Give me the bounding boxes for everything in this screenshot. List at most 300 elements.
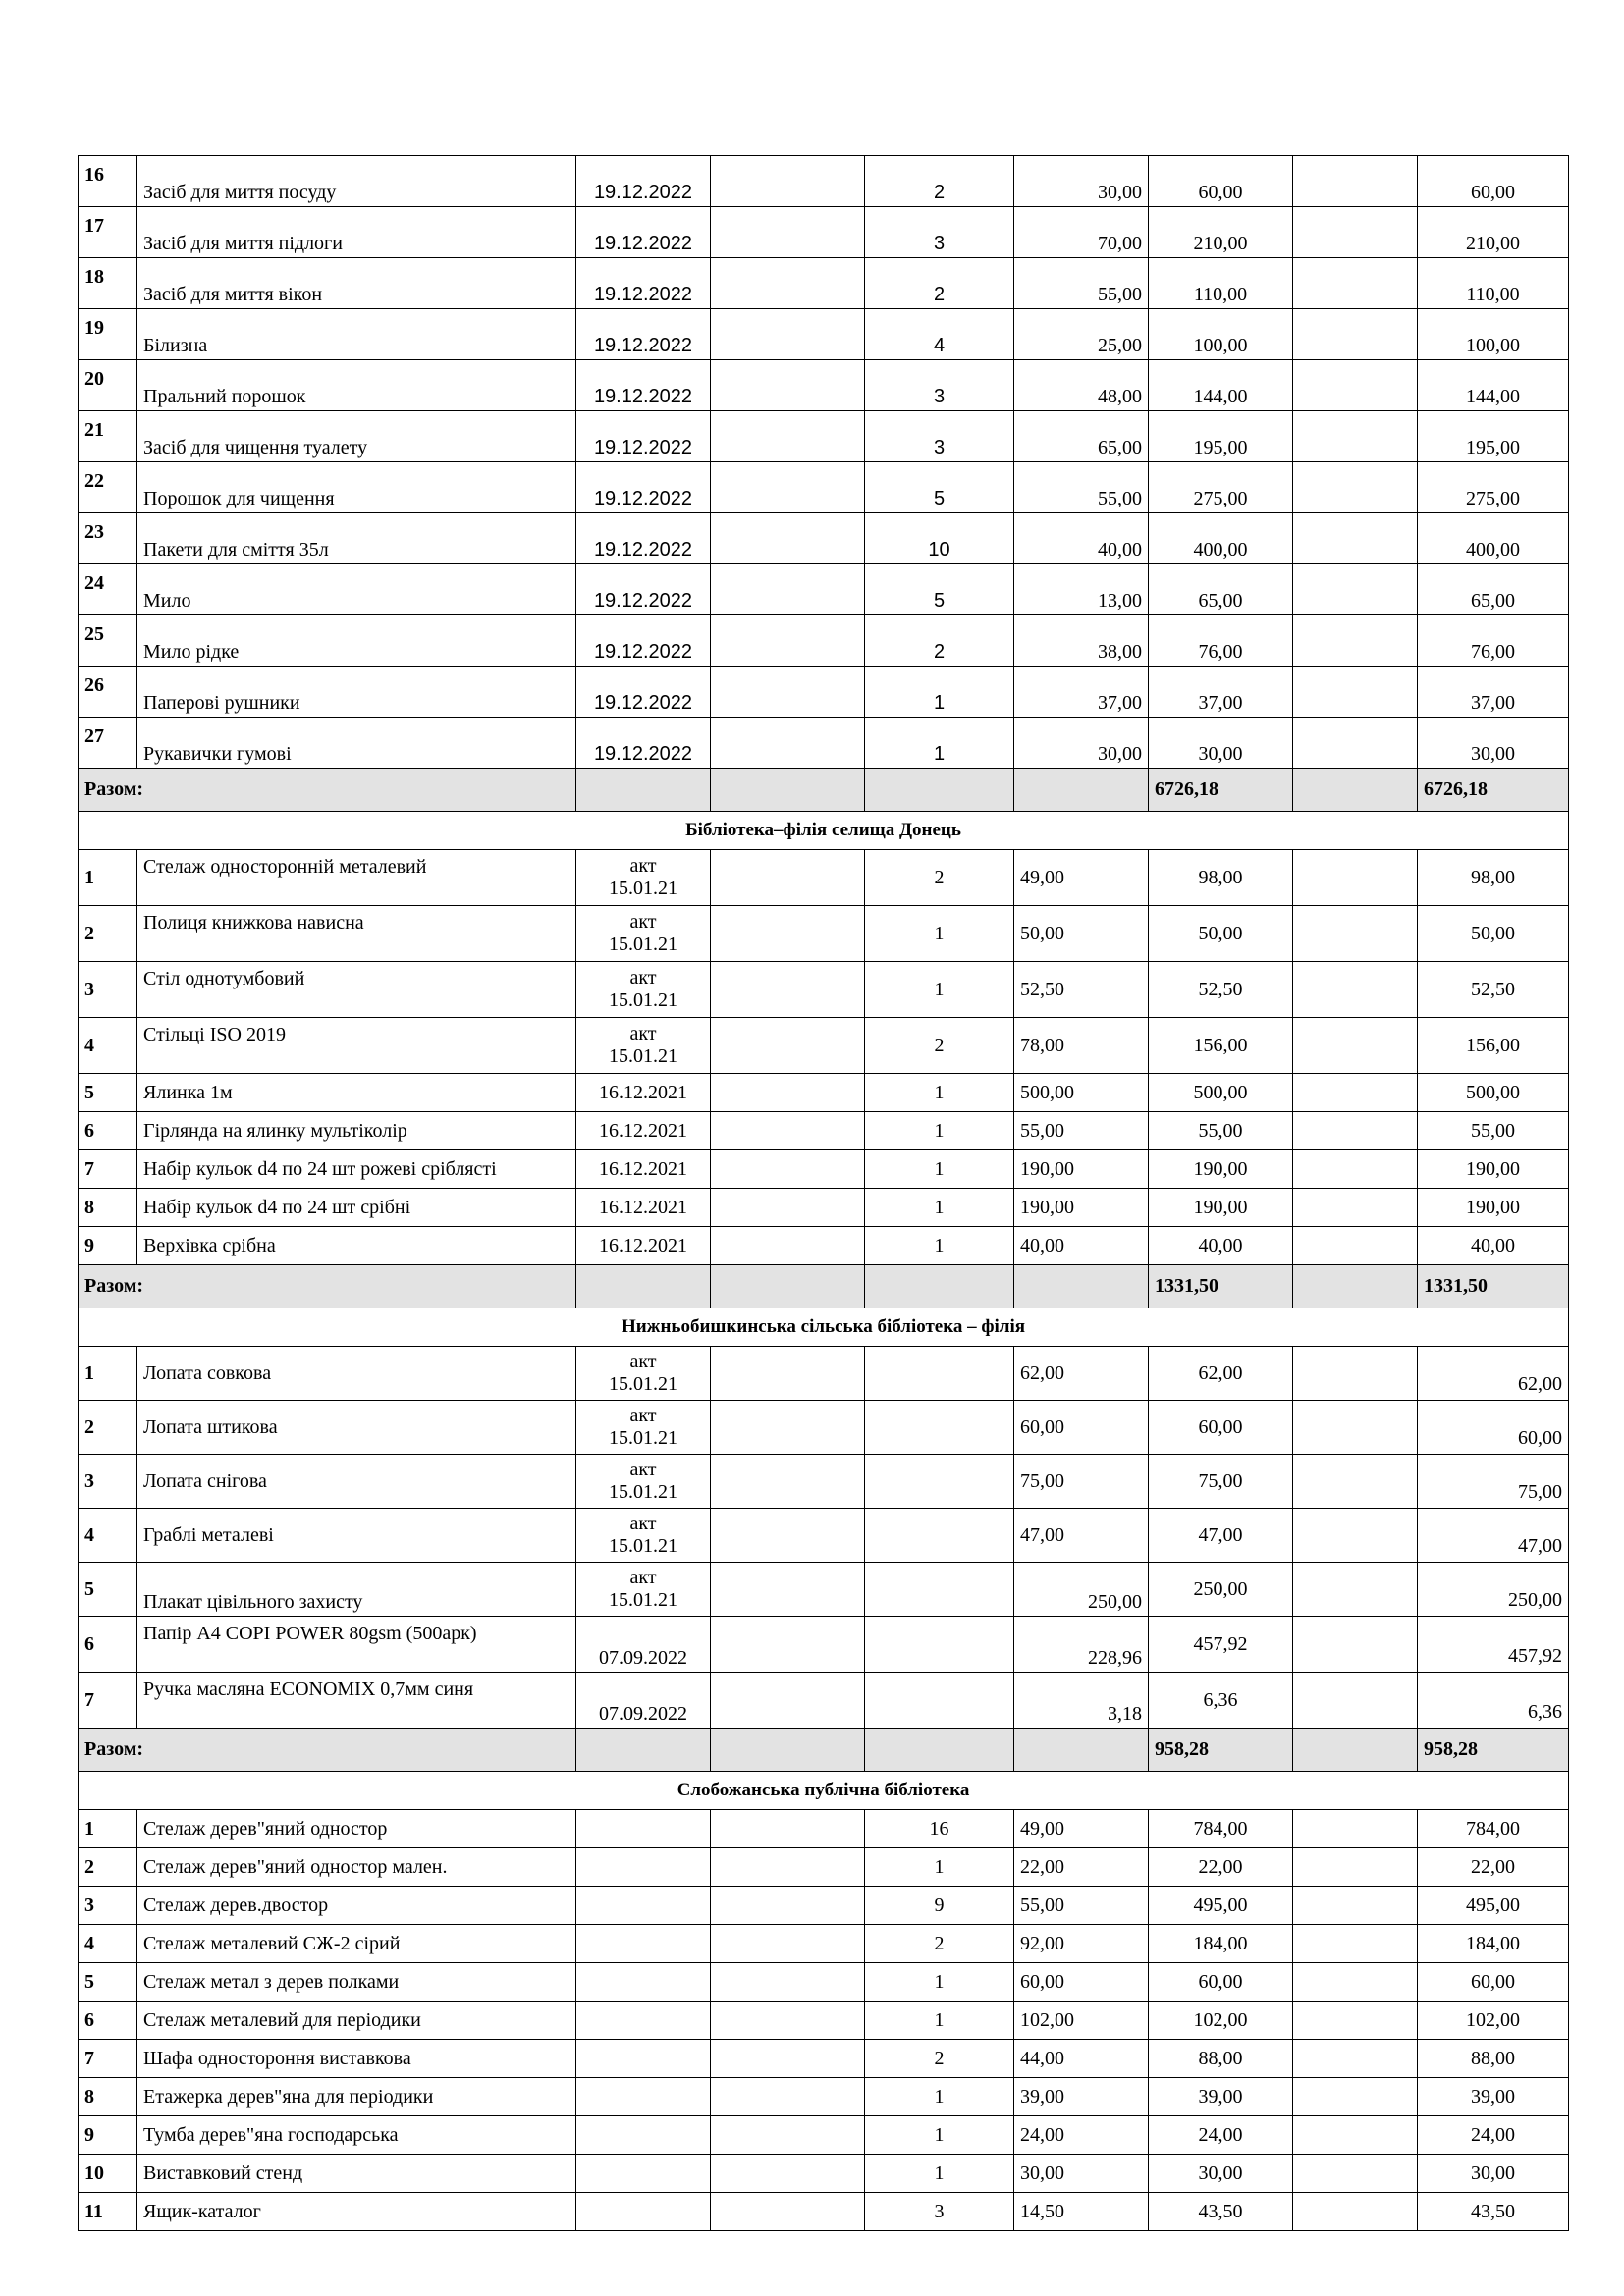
row-number: 24 xyxy=(79,564,137,615)
empty-cell xyxy=(1293,309,1418,360)
item-name: Ручка масляна ECONOMIX 0,7мм синя xyxy=(137,1673,576,1729)
row-number: 9 xyxy=(79,2116,137,2155)
empty-cell xyxy=(1293,411,1418,462)
item-name: Порошок для чищення xyxy=(137,462,576,513)
empty-cell xyxy=(711,2002,865,2040)
empty-cell xyxy=(865,1401,1014,1455)
empty-cell xyxy=(711,564,865,615)
item-qty: 5 xyxy=(865,462,1014,513)
inventory-document xyxy=(78,155,1568,2231)
empty-cell xyxy=(711,1074,865,1112)
item-name: Мило xyxy=(137,564,576,615)
empty-cell xyxy=(711,2116,865,2155)
item-price: 40,00 xyxy=(1014,1227,1149,1265)
empty-cell xyxy=(576,1887,711,1925)
empty-cell xyxy=(1293,258,1418,309)
item-qty: 4 xyxy=(865,309,1014,360)
item-sum: 190,00 xyxy=(1149,1189,1293,1227)
item-total: 76,00 xyxy=(1418,615,1569,667)
item-name: Лопата снігова xyxy=(137,1455,576,1509)
empty-cell xyxy=(576,1265,711,1308)
item-total: 60,00 xyxy=(1418,156,1569,207)
empty-cell xyxy=(1293,1810,1418,1848)
empty-cell xyxy=(865,1509,1014,1563)
item-price: 65,00 xyxy=(1014,411,1149,462)
item-name: Білизна xyxy=(137,309,576,360)
empty-cell xyxy=(865,1265,1014,1308)
empty-cell xyxy=(1293,1617,1418,1673)
total-sum: 1331,50 xyxy=(1149,1265,1293,1308)
item-total: 495,00 xyxy=(1418,1887,1569,1925)
row-number: 17 xyxy=(79,207,137,258)
empty-cell xyxy=(711,207,865,258)
item-sum: 30,00 xyxy=(1149,718,1293,769)
item-sum: 55,00 xyxy=(1149,1112,1293,1150)
empty-cell xyxy=(1293,1455,1418,1509)
empty-cell xyxy=(865,1673,1014,1729)
item-name: Стільці ISO 2019 xyxy=(137,1018,576,1074)
item-price: 48,00 xyxy=(1014,360,1149,411)
doc-type: акт xyxy=(629,911,657,933)
doc-date: 15.01.21 xyxy=(609,1045,677,1067)
item-price: 30,00 xyxy=(1014,718,1149,769)
empty-cell xyxy=(1293,2116,1418,2155)
item-qty: 3 xyxy=(865,207,1014,258)
item-total: 47,00 xyxy=(1418,1509,1569,1563)
item-name: Рукавички гумові xyxy=(137,718,576,769)
item-name: Пакети для сміття 35л xyxy=(137,513,576,564)
item-qty: 2 xyxy=(865,1018,1014,1074)
item-total: 60,00 xyxy=(1418,1401,1569,1455)
row-number: 5 xyxy=(79,1963,137,2002)
item-sum: 102,00 xyxy=(1149,2002,1293,2040)
item-price: 44,00 xyxy=(1014,2040,1149,2078)
empty-cell xyxy=(865,1347,1014,1401)
item-total: 100,00 xyxy=(1418,309,1569,360)
table-body xyxy=(79,156,1569,2231)
row-number: 18 xyxy=(79,258,137,309)
item-price: 228,96 xyxy=(1014,1617,1149,1673)
table-row xyxy=(79,1401,1569,1455)
item-total: 156,00 xyxy=(1418,1018,1569,1074)
item-price: 30,00 xyxy=(1014,156,1149,207)
doc-date: 15.01.21 xyxy=(609,1481,677,1503)
item-date: 19.12.2022 xyxy=(576,411,711,462)
item-qty: 2 xyxy=(865,1925,1014,1963)
empty-cell xyxy=(1293,513,1418,564)
item-sum: 100,00 xyxy=(1149,309,1293,360)
item-qty: 1 xyxy=(865,962,1014,1018)
item-price: 40,00 xyxy=(1014,513,1149,564)
empty-cell xyxy=(711,1018,865,1074)
item-sum: 75,00 xyxy=(1149,1455,1293,1509)
section-caption-nyzhnobyshkyn xyxy=(79,1308,1569,1347)
empty-cell xyxy=(711,513,865,564)
row-number: 27 xyxy=(79,718,137,769)
empty-cell xyxy=(711,2193,865,2231)
table-row xyxy=(79,207,1569,258)
total-value: 6726,18 xyxy=(1418,769,1569,812)
empty-cell xyxy=(576,1810,711,1848)
row-number: 8 xyxy=(79,1189,137,1227)
empty-cell xyxy=(576,1729,711,1772)
item-total: 190,00 xyxy=(1418,1189,1569,1227)
item-sum: 30,00 xyxy=(1149,2155,1293,2193)
item-sum: 110,00 xyxy=(1149,258,1293,309)
total-row xyxy=(79,1729,1569,1772)
item-total: 210,00 xyxy=(1418,207,1569,258)
row-number: 2 xyxy=(79,1401,137,1455)
empty-cell xyxy=(1293,2040,1418,2078)
item-price: 13,00 xyxy=(1014,564,1149,615)
doc-type: акт xyxy=(629,1513,657,1534)
empty-cell xyxy=(1293,1401,1418,1455)
item-sum: 275,00 xyxy=(1149,462,1293,513)
item-date: 19.12.2022 xyxy=(576,667,711,718)
item-sum: 50,00 xyxy=(1149,906,1293,962)
item-date: 19.12.2022 xyxy=(576,309,711,360)
empty-cell xyxy=(1293,1673,1418,1729)
row-number: 7 xyxy=(79,1150,137,1189)
empty-cell xyxy=(711,156,865,207)
item-date: 19.12.2022 xyxy=(576,360,711,411)
row-number: 2 xyxy=(79,1848,137,1887)
item-price: 55,00 xyxy=(1014,462,1149,513)
item-price: 3,18 xyxy=(1014,1673,1149,1729)
item-qty: 1 xyxy=(865,718,1014,769)
table-row xyxy=(79,1617,1569,1673)
doc-date-cell: 16.12.2021 xyxy=(576,1227,711,1265)
item-price: 50,00 xyxy=(1014,906,1149,962)
row-number: 3 xyxy=(79,962,137,1018)
empty-cell xyxy=(865,1729,1014,1772)
row-number: 7 xyxy=(79,1673,137,1729)
table-row xyxy=(79,718,1569,769)
empty-cell xyxy=(1293,2193,1418,2231)
row-number: 22 xyxy=(79,462,137,513)
row-number: 6 xyxy=(79,2002,137,2040)
item-sum: 60,00 xyxy=(1149,1963,1293,2002)
item-price: 190,00 xyxy=(1014,1189,1149,1227)
item-sum: 40,00 xyxy=(1149,1227,1293,1265)
empty-cell xyxy=(711,462,865,513)
item-total: 40,00 xyxy=(1418,1227,1569,1265)
item-price: 102,00 xyxy=(1014,2002,1149,2040)
section-title: Бібліотека–філія селища Донець xyxy=(79,812,1569,850)
item-total: 65,00 xyxy=(1418,564,1569,615)
empty-cell xyxy=(1293,360,1418,411)
empty-cell xyxy=(1293,156,1418,207)
table-row xyxy=(79,411,1569,462)
item-qty: 2 xyxy=(865,615,1014,667)
item-price: 55,00 xyxy=(1014,1887,1149,1925)
empty-cell xyxy=(1293,2155,1418,2193)
empty-cell xyxy=(711,1887,865,1925)
doc-date-cell xyxy=(576,1563,711,1617)
item-qty: 2 xyxy=(865,850,1014,906)
empty-cell xyxy=(1293,1729,1418,1772)
doc-date: 15.01.21 xyxy=(609,1427,677,1449)
table-row xyxy=(79,1848,1569,1887)
table-row xyxy=(79,2116,1569,2155)
item-total: 62,00 xyxy=(1418,1347,1569,1401)
doc-date-cell xyxy=(576,1455,711,1509)
doc-type: акт xyxy=(629,855,657,877)
empty-cell xyxy=(1014,1729,1149,1772)
item-qty: 1 xyxy=(865,1963,1014,2002)
item-qty: 1 xyxy=(865,906,1014,962)
empty-cell xyxy=(1293,906,1418,962)
item-sum: 43,50 xyxy=(1149,2193,1293,2231)
empty-cell xyxy=(711,411,865,462)
item-name: Стелаж метал з дерев полками xyxy=(137,1963,576,2002)
item-total: 88,00 xyxy=(1418,2040,1569,2078)
table-row xyxy=(79,1189,1569,1227)
item-price: 49,00 xyxy=(1014,1810,1149,1848)
item-total: 75,00 xyxy=(1418,1455,1569,1509)
item-price: 52,50 xyxy=(1014,962,1149,1018)
empty-cell xyxy=(711,258,865,309)
empty-cell xyxy=(1293,1227,1418,1265)
item-price: 47,00 xyxy=(1014,1509,1149,1563)
item-name: Виставковий стенд xyxy=(137,2155,576,2193)
item-date: 19.12.2022 xyxy=(576,513,711,564)
table-row xyxy=(79,2193,1569,2231)
empty-cell xyxy=(1014,769,1149,812)
item-sum: 76,00 xyxy=(1149,615,1293,667)
empty-cell xyxy=(576,1963,711,2002)
empty-cell xyxy=(711,1673,865,1729)
doc-date-cell xyxy=(576,906,711,962)
empty-cell xyxy=(1293,1018,1418,1074)
item-qty: 16 xyxy=(865,1810,1014,1848)
item-price: 24,00 xyxy=(1014,2116,1149,2155)
item-total: 22,00 xyxy=(1418,1848,1569,1887)
item-price: 190,00 xyxy=(1014,1150,1149,1189)
table-row xyxy=(79,1074,1569,1112)
item-date: 19.12.2022 xyxy=(576,462,711,513)
empty-cell xyxy=(711,1455,865,1509)
item-total: 55,00 xyxy=(1418,1112,1569,1150)
item-qty: 2 xyxy=(865,2040,1014,2078)
empty-cell xyxy=(711,1150,865,1189)
item-total: 195,00 xyxy=(1418,411,1569,462)
item-qty: 1 xyxy=(865,1189,1014,1227)
item-price: 39,00 xyxy=(1014,2078,1149,2116)
item-qty: 10 xyxy=(865,513,1014,564)
item-date: 19.12.2022 xyxy=(576,156,711,207)
empty-cell xyxy=(711,667,865,718)
item-date: 19.12.2022 xyxy=(576,564,711,615)
table-row xyxy=(79,1112,1569,1150)
item-price: 75,00 xyxy=(1014,1455,1149,1509)
empty-cell xyxy=(1293,2078,1418,2116)
row-number: 19 xyxy=(79,309,137,360)
item-name: Стіл однотумбовий xyxy=(137,962,576,1018)
empty-cell xyxy=(1293,1848,1418,1887)
item-total: 144,00 xyxy=(1418,360,1569,411)
doc-date-cell: 07.09.2022 xyxy=(576,1673,711,1729)
empty-cell xyxy=(1293,1189,1418,1227)
item-price: 62,00 xyxy=(1014,1347,1149,1401)
item-date: 19.12.2022 xyxy=(576,258,711,309)
table-row xyxy=(79,667,1569,718)
item-total: 500,00 xyxy=(1418,1074,1569,1112)
doc-date-cell xyxy=(576,1347,711,1401)
table-row xyxy=(79,1347,1569,1401)
item-total: 98,00 xyxy=(1418,850,1569,906)
item-qty: 3 xyxy=(865,360,1014,411)
item-name: Шафа одностороння виставкова xyxy=(137,2040,576,2078)
empty-cell xyxy=(576,2078,711,2116)
item-name: Плакат цівільного захисту xyxy=(137,1563,576,1617)
item-name: Стелаж дерев"яний одностор xyxy=(137,1810,576,1848)
item-total: 275,00 xyxy=(1418,462,1569,513)
item-total: 43,50 xyxy=(1418,2193,1569,2231)
item-qty: 1 xyxy=(865,1848,1014,1887)
doc-type: акт xyxy=(629,1351,657,1372)
row-number: 6 xyxy=(79,1617,137,1673)
item-price: 60,00 xyxy=(1014,1963,1149,2002)
item-sum: 6,36 xyxy=(1149,1673,1293,1729)
row-number: 3 xyxy=(79,1455,137,1509)
row-number: 26 xyxy=(79,667,137,718)
item-name: Граблі металеві xyxy=(137,1509,576,1563)
section-title: Нижньобишкинська сільська бібліотека – філія xyxy=(79,1308,1569,1347)
row-number: 9 xyxy=(79,1227,137,1265)
table-row xyxy=(79,850,1569,906)
item-name: Гірлянда на ялинку мультіколір xyxy=(137,1112,576,1150)
item-sum: 156,00 xyxy=(1149,1018,1293,1074)
empty-cell xyxy=(711,1347,865,1401)
row-number: 16 xyxy=(79,156,137,207)
empty-cell xyxy=(711,1810,865,1848)
item-sum: 190,00 xyxy=(1149,1150,1293,1189)
empty-cell xyxy=(1293,564,1418,615)
item-name: Тумба дерев"яна господарська xyxy=(137,2116,576,2155)
empty-cell xyxy=(711,2078,865,2116)
empty-cell xyxy=(1293,615,1418,667)
item-name: Набір кульок d4 по 24 шт срібні xyxy=(137,1189,576,1227)
row-number: 1 xyxy=(79,850,137,906)
table-row xyxy=(79,258,1569,309)
total-sum: 958,28 xyxy=(1149,1729,1293,1772)
item-name: Засіб для миття вікон xyxy=(137,258,576,309)
empty-cell xyxy=(1293,2002,1418,2040)
item-sum: 24,00 xyxy=(1149,2116,1293,2155)
table-row xyxy=(79,1810,1569,1848)
table-row xyxy=(79,309,1569,360)
row-number: 4 xyxy=(79,1925,137,1963)
empty-cell xyxy=(711,360,865,411)
table-row xyxy=(79,1887,1569,1925)
item-date: 19.12.2022 xyxy=(576,207,711,258)
empty-cell xyxy=(1293,962,1418,1018)
table-row xyxy=(79,1963,1569,2002)
row-number: 3 xyxy=(79,1887,137,1925)
total-sum: 6726,18 xyxy=(1149,769,1293,812)
table-row xyxy=(79,1563,1569,1617)
item-total: 400,00 xyxy=(1418,513,1569,564)
item-sum: 60,00 xyxy=(1149,1401,1293,1455)
empty-cell xyxy=(711,962,865,1018)
row-number: 10 xyxy=(79,2155,137,2193)
empty-cell xyxy=(1293,1887,1418,1925)
item-qty: 1 xyxy=(865,1112,1014,1150)
empty-cell xyxy=(711,850,865,906)
row-number: 11 xyxy=(79,2193,137,2231)
table-row xyxy=(79,462,1569,513)
table-row xyxy=(79,1925,1569,1963)
item-sum: 495,00 xyxy=(1149,1887,1293,1925)
inventory-table xyxy=(78,155,1569,2231)
doc-type: акт xyxy=(629,967,657,988)
empty-cell xyxy=(711,615,865,667)
table-row xyxy=(79,2078,1569,2116)
empty-cell xyxy=(711,1227,865,1265)
table-row xyxy=(79,906,1569,962)
item-name: Ящик-каталог xyxy=(137,2193,576,2231)
empty-cell xyxy=(711,1509,865,1563)
total-row xyxy=(79,1265,1569,1308)
row-number: 4 xyxy=(79,1509,137,1563)
empty-cell xyxy=(576,769,711,812)
empty-cell xyxy=(865,1617,1014,1673)
item-qty: 9 xyxy=(865,1887,1014,1925)
row-number: 4 xyxy=(79,1018,137,1074)
item-name: Лопата штикова xyxy=(137,1401,576,1455)
item-sum: 22,00 xyxy=(1149,1848,1293,1887)
item-sum: 144,00 xyxy=(1149,360,1293,411)
empty-cell xyxy=(711,2155,865,2193)
item-qty: 1 xyxy=(865,1150,1014,1189)
section-caption-donets xyxy=(79,812,1569,850)
item-sum: 500,00 xyxy=(1149,1074,1293,1112)
empty-cell xyxy=(711,1729,865,1772)
empty-cell xyxy=(576,1925,711,1963)
item-price: 38,00 xyxy=(1014,615,1149,667)
empty-cell xyxy=(711,1112,865,1150)
item-qty: 5 xyxy=(865,564,1014,615)
empty-cell xyxy=(711,1617,865,1673)
empty-cell xyxy=(1293,718,1418,769)
item-total: 784,00 xyxy=(1418,1810,1569,1848)
row-number: 8 xyxy=(79,2078,137,2116)
item-total: 190,00 xyxy=(1418,1150,1569,1189)
table-row xyxy=(79,615,1569,667)
item-sum: 47,00 xyxy=(1149,1509,1293,1563)
doc-date-cell: 16.12.2021 xyxy=(576,1189,711,1227)
item-total: 24,00 xyxy=(1418,2116,1569,2155)
empty-cell xyxy=(576,1848,711,1887)
item-total: 52,50 xyxy=(1418,962,1569,1018)
item-name: Мило рідке xyxy=(137,615,576,667)
item-sum: 98,00 xyxy=(1149,850,1293,906)
empty-cell xyxy=(1293,1074,1418,1112)
doc-type: акт xyxy=(629,1567,657,1588)
item-name: Стелаж односторонній металевий xyxy=(137,850,576,906)
item-name: Папір А4 COPI POWER 80gsm (500арк) xyxy=(137,1617,576,1673)
item-price: 70,00 xyxy=(1014,207,1149,258)
empty-cell xyxy=(711,2040,865,2078)
item-name: Полиця книжкова нависна xyxy=(137,906,576,962)
row-number: 6 xyxy=(79,1112,137,1150)
doc-type: акт xyxy=(629,1459,657,1480)
item-qty: 1 xyxy=(865,2116,1014,2155)
empty-cell xyxy=(1293,462,1418,513)
item-price: 55,00 xyxy=(1014,1112,1149,1150)
total-row xyxy=(79,769,1569,812)
